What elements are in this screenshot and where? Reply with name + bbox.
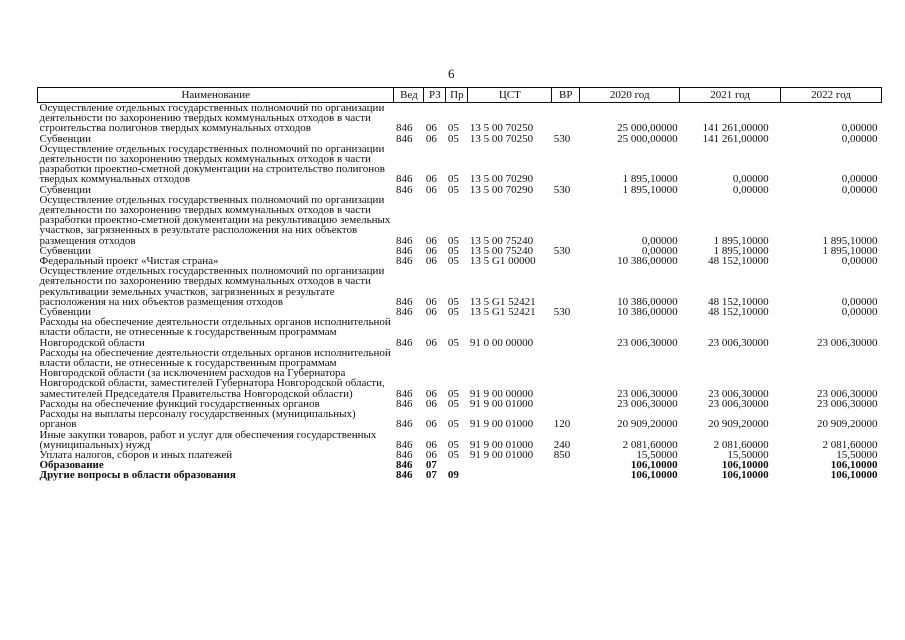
row-pr: 05 [447,438,459,451]
row-cst: 13 5 00 70250 [469,122,534,135]
row-cst: 13 5 G1 52421 [469,306,536,319]
row-cst: 13 5 00 70290 [469,173,534,186]
row-2021: 0,00000 [732,173,769,186]
row-vr: 120 [553,418,571,431]
row-ved: 846 [395,459,413,472]
table-header-row [38,88,882,103]
row-2020: 25 000,00000 [617,132,678,145]
row-2021: 1 895,10000 [713,234,769,247]
row-ved: 846 [395,183,413,196]
row-2022: 1 895,10000 [822,244,878,257]
row-2021: 141 261,00000 [702,122,769,135]
row-2022: 20 909,20000 [817,418,878,431]
row-vr [552,103,580,134]
row-cst: 91 0 00 00000 [469,336,534,349]
row-name: Расходы на обеспечение деятельности отдельных органов исполнительной власти области, не отнесенные к государственным программам Новгородской области [39,316,391,349]
row-2020: 23 006,30000 [617,397,678,410]
row-2021: 48 152,10000 [708,255,769,268]
row-vr [552,195,580,246]
row-ved: 846 [395,122,413,135]
row-rz: 07 [425,459,437,472]
row-vr: 530 [553,132,571,145]
header-pr: Пр [446,88,468,103]
row-ved: 846 [395,397,413,410]
header-cst: ЦСТ [468,88,552,103]
row-2022: 106,10000 [830,469,878,482]
row-vr: 850 [553,448,571,461]
row-rz: 06 [425,387,437,400]
header-ved: Вед [394,88,424,103]
row-2020: 23 006,30000 [617,387,678,400]
row-2020: 1 895,10000 [622,173,678,186]
row-cst: 91 9 00 01000 [469,448,534,461]
row-cst: 13 5 00 70290 [469,183,534,196]
row-cst: 13 5 00 75240 [469,234,534,247]
row-2020: 10 386,00000 [617,255,678,268]
row-2022: 23 006,30000 [817,387,878,400]
row-2021: 2 081,60000 [713,438,769,451]
row-rz: 06 [425,122,437,135]
row-rz: 06 [425,336,437,349]
row-2022: 0,00000 [841,122,878,135]
table-row [38,103,882,134]
row-pr: 05 [447,295,459,308]
row-name: Образование [39,459,104,472]
row-pr: 05 [447,418,459,431]
row-ved: 846 [395,255,413,268]
row-name: Субвенции [39,183,92,196]
row-ved: 846 [395,387,413,400]
row-pr: 05 [447,306,459,319]
row-cst: 13 5 00 70250 [469,132,534,145]
row-2020: 106,10000 [630,469,678,482]
header-rz: РЗ [424,88,446,103]
row-rz: 06 [425,183,437,196]
row-rz: 06 [425,244,437,257]
row-2020: 1 895,10000 [622,183,678,196]
row-rz: 06 [425,397,437,410]
table-row [38,430,882,450]
row-ved: 846 [395,132,413,145]
row-ved: 846 [395,418,413,431]
row-cst: 91 9 00 01000 [469,438,534,451]
row-cst [468,460,552,470]
row-cst: 91 9 00 01000 [469,418,534,431]
table-row [38,409,882,429]
header-vr: ВР [552,88,580,103]
row-2022: 23 006,30000 [817,397,878,410]
row-2020: 20 909,20000 [617,418,678,431]
row-pr: 05 [447,244,459,257]
row-pr: 05 [447,234,459,247]
row-2022: 0,00000 [841,183,878,196]
row-2022: 0,00000 [841,306,878,319]
row-cst: 91 9 00 01000 [469,397,534,410]
page-number: 6 [448,66,455,81]
row-name: Осуществление отдельных государственных полномочий по организации деятельности по захоронению твердых коммунальных отходов в части строительства полигонов твердых коммунальных отходов [39,102,385,135]
row-2021: 48 152,10000 [708,295,769,308]
budget-table [37,87,882,481]
table-row [38,195,882,246]
row-name: Осуществление отдельных государственных полномочий по организации деятельности по захоронению твердых коммунальных отходов в части рекультивации земельных участков, загрязненных в результате расположения на них объектов размещения отходов [39,265,385,308]
table-row [38,144,882,185]
row-2020: 2 081,60000 [622,438,678,451]
header-2020: 2020 год [580,88,680,103]
row-cst: 91 9 00 00000 [469,387,534,400]
row-2020: 0,00000 [641,234,678,247]
row-name: Расходы на обеспечение функций государственных органов [39,397,320,410]
row-pr: 05 [447,448,459,461]
row-rz: 06 [425,173,437,186]
row-ved: 846 [395,244,413,257]
row-vr: 530 [553,244,571,257]
header-name: Наименование [38,88,394,103]
row-rz: 06 [425,438,437,451]
row-2021: 106,10000 [721,469,769,482]
row-2022: 0,00000 [841,132,878,145]
row-ved: 846 [395,173,413,186]
row-rz: 07 [425,469,437,482]
row-2020: 10 386,00000 [617,306,678,319]
row-vr [552,470,580,480]
row-2021: 23 006,30000 [708,336,769,349]
row-ved: 846 [395,295,413,308]
row-rz: 06 [425,255,437,268]
row-cst [468,470,552,480]
row-vr: 240 [553,438,571,451]
row-ved: 846 [395,234,413,247]
row-vr: 530 [553,183,571,196]
header-2021: 2021 год [680,88,781,103]
row-2022: 0,00000 [841,295,878,308]
table-row [38,317,882,348]
row-vr [552,348,580,399]
row-2020: 23 006,30000 [617,336,678,349]
row-name: Осуществление отдельных государственных полномочий по организации деятельности по захоронению твердых коммунальных отходов в части разработки проектно-сметной документации на рекультивацию земельных участков, загрязненных в результате расположения на них объектов размещения отходов [39,193,391,247]
row-2021: 141 261,00000 [702,132,769,145]
row-name: Расходы на обеспечение деятельности отдельных органов исполнительной власти области, не отнесенные к государственным программам Новгородской области (за исключением расходов на Губернатора Новгородской области, заместителей Губернатора Новгородской области, заместителей Председателя Правительства Новгородской области) [39,346,391,400]
row-rz: 06 [425,295,437,308]
row-name: Федеральный проект «Чистая страна» [39,255,219,268]
row-ved: 846 [395,336,413,349]
row-2022: 2 081,60000 [822,438,878,451]
header-2022: 2022 год [781,88,882,103]
row-2022: 0,00000 [841,173,878,186]
row-name: Осуществление отдельных государственных полномочий по организации деятельности по захоронению твердых коммунальных отходов в части разработки проектно-сметной документации на строительство полигонов твердых коммунальных отходов [39,142,385,186]
row-2021: 0,00000 [732,183,769,196]
row-2022: 0,00000 [841,255,878,268]
row-pr: 05 [447,122,459,135]
row-pr: 05 [447,255,459,268]
row-rz: 06 [425,132,437,145]
row-2020: 106,10000 [630,459,678,472]
row-2021: 106,10000 [721,459,769,472]
table-row [38,348,882,399]
row-rz: 06 [425,234,437,247]
row-ved: 846 [395,306,413,319]
row-2021: 20 909,20000 [708,418,769,431]
row-name: Уплата налогов, сборов и иных платежей [39,448,233,461]
row-name: Субвенции [39,244,92,257]
row-vr [552,266,580,307]
row-ved: 846 [395,469,413,482]
row-pr: 09 [447,469,459,482]
row-2020: 15,50000 [636,448,678,461]
row-pr: 05 [447,336,459,349]
row-vr [552,460,580,470]
row-name: Другие вопросы в области образования [39,469,236,482]
row-cst: 13 5 G1 00000 [469,255,536,268]
row-name: Субвенции [39,132,92,145]
row-cst: 13 5 00 75240 [469,244,534,257]
row-pr: 05 [447,397,459,410]
row-rz: 06 [425,418,437,431]
row-pr: 05 [447,132,459,145]
row-2022: 15,50000 [836,448,878,461]
row-ved: 846 [395,438,413,451]
row-cst: 13 5 G1 52421 [469,295,536,308]
row-pr: 05 [447,183,459,196]
row-vr [552,399,580,409]
row-name: Иные закупки товаров, работ и услуг для обеспечения государственных (муниципальных) нужд [39,428,377,451]
row-2021: 1 895,10000 [713,244,769,257]
row-vr [552,317,580,348]
row-2020: 25 000,00000 [617,122,678,135]
row-vr [552,256,580,266]
row-pr: 05 [447,173,459,186]
row-2022: 23 006,30000 [817,336,878,349]
row-2020: 0,00000 [641,244,678,257]
row-2021: 23 006,30000 [708,387,769,400]
row-vr [552,144,580,185]
row-2020: 10 386,00000 [617,295,678,308]
row-name: Субвенции [39,306,92,319]
row-pr: 05 [447,387,459,400]
row-vr: 530 [553,306,571,319]
row-2022: 1 895,10000 [822,234,878,247]
row-ved: 846 [395,448,413,461]
table-row [38,470,882,480]
row-2021: 48 152,10000 [708,306,769,319]
row-name: Расходы на выплаты персоналу государственных (муниципальных) органов [39,408,356,431]
row-rz: 06 [425,448,437,461]
row-2021: 15,50000 [727,448,769,461]
row-rz: 06 [425,306,437,319]
row-2021: 23 006,30000 [708,397,769,410]
table-row [38,266,882,307]
row-2022: 106,10000 [830,459,878,472]
